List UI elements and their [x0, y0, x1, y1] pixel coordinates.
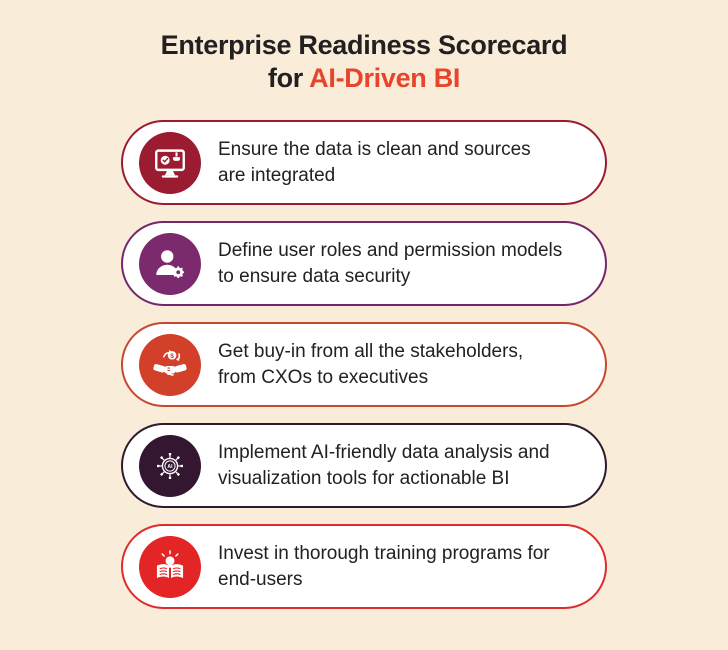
card-text [218, 137, 531, 189]
svg-text:$: $ [170, 352, 174, 360]
title-line-2-accent: AI-Driven BI [309, 63, 461, 93]
card-text-line: Invest in thorough training programs for [218, 542, 550, 564]
handshake-dollar-icon [139, 334, 201, 396]
card-text [218, 440, 550, 492]
card-text-line: Ensure the data is clean and sources [218, 138, 531, 160]
title-line-1: Enterprise Readiness Scorecard [160, 30, 568, 60]
svg-text:AI: AI [167, 463, 173, 470]
data-clean-monitor-icon [139, 132, 201, 194]
card-text-line: Get buy-in from all the stakeholders, [218, 340, 524, 362]
ai-network-icon [139, 435, 201, 497]
page-title [0, 0, 728, 95]
scorecard-item-ai-tools [121, 423, 607, 508]
card-text [218, 339, 523, 391]
card-text-line: Define user roles and permission models [218, 239, 563, 261]
scorecard-list [121, 120, 607, 609]
card-text-line: visualization tools for actionable BI [218, 467, 510, 489]
training-book-bulb-icon [139, 536, 201, 598]
scorecard-item-stakeholder-buy-in [121, 322, 607, 407]
card-text [218, 238, 562, 290]
card-text-line: end-users [218, 568, 303, 590]
scorecard-item-data-clean [121, 120, 607, 205]
scorecard-item-user-roles [121, 221, 607, 306]
card-text [218, 541, 550, 593]
user-roles-gear-icon [139, 233, 201, 295]
title-line-2 [0, 62, 728, 95]
card-text-line: to ensure data security [218, 265, 411, 287]
card-text-line: from CXOs to executives [218, 366, 429, 388]
card-text-line: Implement AI-friendly data analysis and [218, 441, 550, 463]
card-text-line: are integrated [218, 164, 336, 186]
scorecard-item-training [121, 524, 607, 609]
title-line-2-prefix: for [267, 63, 310, 93]
